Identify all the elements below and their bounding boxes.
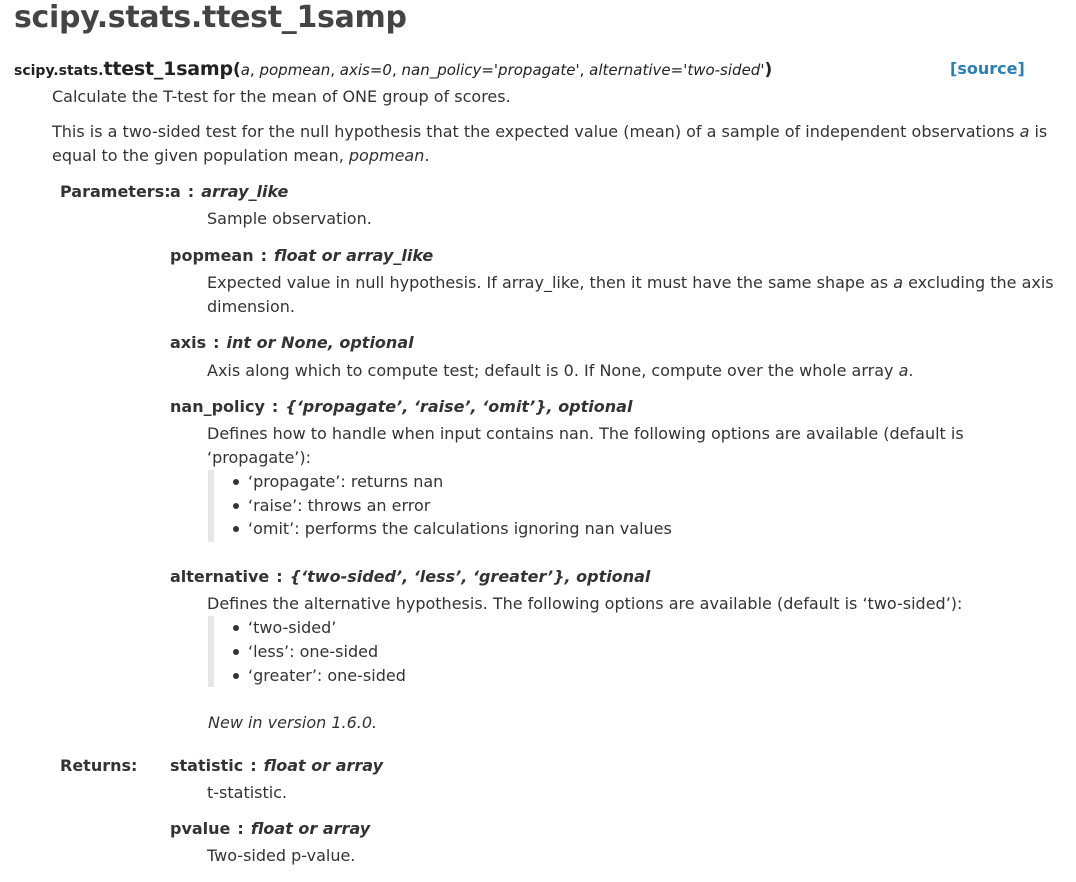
signature-arg: a bbox=[240, 61, 250, 79]
return-statistic-desc: t-statistic. bbox=[207, 783, 288, 802]
param-name: axis bbox=[170, 333, 207, 352]
param-name: nan_policy bbox=[170, 397, 265, 416]
summary-text: Calculate the T-test for the mean of ONE group of scores. bbox=[52, 87, 511, 106]
param-type: array_like bbox=[201, 182, 289, 201]
signature-arg: axis=0 bbox=[339, 61, 392, 79]
param-alternative-header: alternative : {‘two-sided’, ‘less’, ‘greater’}, optional bbox=[170, 567, 651, 586]
param-nan-policy-desc: ‘propagate’): bbox=[207, 448, 312, 467]
list-item: ‘less’: one-sided bbox=[233, 640, 378, 664]
list-item: ‘omit’: performs the calculations ignoring nan values bbox=[233, 517, 672, 541]
return-pvalue-desc: Two-sided p-value. bbox=[207, 846, 356, 865]
parameters-label: Parameters: bbox=[60, 182, 171, 201]
param-a-desc: Sample observation. bbox=[207, 209, 372, 228]
return-statistic-header: statistic : float or array bbox=[170, 756, 384, 775]
returns-label: Returns: bbox=[60, 756, 138, 775]
function-signature: scipy.stats.ttest_1samp(a, popmean, axis=0, nan_policy='propagate', alternative='two-sided') bbox=[14, 58, 773, 80]
description-line: equal to the given population mean, popmean. bbox=[52, 146, 430, 165]
param-a-header: a : array_like bbox=[170, 182, 289, 201]
param-nan-policy-header: nan_policy : {‘propagate’, ‘raise’, ‘omit’}, optional bbox=[170, 397, 633, 416]
signature-close-paren: ) bbox=[764, 60, 773, 80]
return-type: float or array bbox=[263, 756, 384, 775]
page-title: scipy.stats.ttest_1samp bbox=[14, 0, 407, 35]
param-name: a bbox=[170, 182, 181, 201]
description-line: This is a two-sided test for the null hypothesis that the expected value (mean) of a sample of independent observations a is bbox=[52, 122, 1048, 141]
param-nan-policy-desc: Defines how to handle when input contains nan. The following options are available (default is bbox=[207, 424, 964, 443]
return-name: pvalue bbox=[170, 819, 231, 838]
blockquote-bar bbox=[208, 470, 214, 542]
signature-arg: alternative='two-sided' bbox=[589, 61, 765, 79]
param-axis-header: axis : int or None, optional bbox=[170, 333, 414, 352]
param-name: alternative bbox=[170, 567, 270, 586]
param-alternative-desc: Defines the alternative hypothesis. The following options are available (default is ‘two-sided’): bbox=[207, 594, 963, 613]
list-item: ‘two-sided’ bbox=[233, 616, 336, 640]
param-type: {‘propagate’, ‘raise’, ‘omit’}, optional bbox=[285, 397, 633, 416]
list-item: ‘greater’: one-sided bbox=[233, 664, 406, 688]
return-name: statistic bbox=[170, 756, 244, 775]
list-item: ‘propagate’: returns nan bbox=[233, 470, 443, 494]
source-link[interactable]: [source] bbox=[950, 59, 1025, 78]
param-type: int or None, optional bbox=[226, 333, 414, 352]
param-popmean-desc: Expected value in null hypothesis. If array_like, then it must have the same shape as a excluding the axis bbox=[207, 273, 1054, 292]
signature-arg: popmean bbox=[259, 61, 331, 79]
list-item: ‘raise’: throws an error bbox=[233, 494, 430, 518]
return-type: float or array bbox=[250, 819, 371, 838]
blockquote-bar bbox=[208, 616, 214, 687]
signature-module: scipy.stats. bbox=[14, 63, 104, 79]
signature-open-paren: ( bbox=[232, 60, 241, 80]
param-name: popmean bbox=[170, 246, 254, 265]
version-note: New in version 1.6.0. bbox=[208, 713, 378, 732]
return-pvalue-header: pvalue : float or array bbox=[170, 819, 371, 838]
param-type: float or array_like bbox=[274, 246, 434, 265]
param-type: {‘two-sided’, ‘less’, ‘greater’}, optional bbox=[289, 567, 651, 586]
param-popmean-header: popmean : float or array_like bbox=[170, 246, 434, 265]
signature-arg: nan_policy='propagate' bbox=[401, 61, 580, 79]
param-axis-desc: Axis along which to compute test; default is 0. If None, compute over the whole array a. bbox=[207, 361, 914, 380]
param-popmean-desc: dimension. bbox=[207, 297, 295, 316]
signature-function-name: ttest_1samp bbox=[103, 58, 233, 80]
